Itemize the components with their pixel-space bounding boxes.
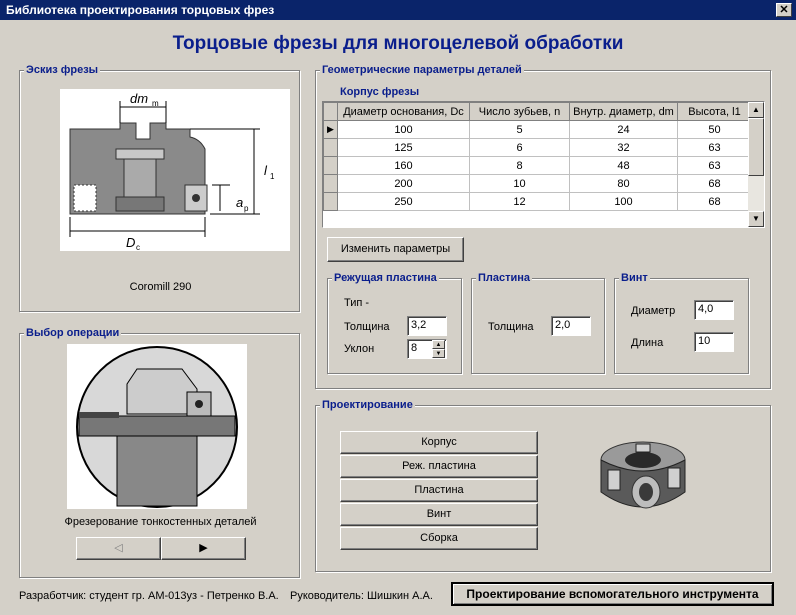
table-cell[interactable]: 32 xyxy=(570,139,678,157)
plate-thickness-field[interactable]: 2,0 xyxy=(551,316,591,336)
row-indicator xyxy=(324,157,338,175)
screw-title: Винт xyxy=(621,272,648,284)
operation-group-title: Выбор операции xyxy=(26,327,120,339)
design-body-button[interactable]: Корпус xyxy=(340,431,538,454)
plate-type-label: Тип - xyxy=(344,297,370,309)
geometry-group-title: Геометрические параметры деталей xyxy=(322,64,522,76)
table-cell[interactable]: 68 xyxy=(678,193,752,211)
scroll-up-arrow-icon[interactable]: ▲ xyxy=(748,102,764,118)
table-row[interactable] xyxy=(324,121,752,139)
operation-image xyxy=(67,344,247,509)
plate-group xyxy=(471,272,605,374)
l1-sub-label: 1 xyxy=(270,172,275,181)
cutting-thickness-label: Толщина xyxy=(344,321,390,333)
dm-sub-label: m xyxy=(152,99,159,108)
design-cutting-plate-button[interactable]: Реж. пластина xyxy=(340,455,538,478)
column-header[interactable]: Высота, l1 xyxy=(678,103,752,121)
screw-diameter-label: Диаметр xyxy=(631,305,676,317)
cutting-thickness-field[interactable]: 3,2 xyxy=(407,316,447,336)
developer-credit: Разработчик: студент гр. АМ-013уз - Петренко В.А. xyxy=(19,590,279,602)
table-cell[interactable]: 6 xyxy=(470,139,570,157)
sketch-caption: Coromill 290 xyxy=(129,281,192,293)
column-header[interactable]: Внутр. диаметр, dm xyxy=(570,103,678,121)
table-cell[interactable]: 50 xyxy=(678,121,752,139)
previous-operation-button[interactable]: ◁ xyxy=(76,537,161,560)
next-operation-button[interactable]: ▶ xyxy=(161,537,246,560)
table-cell[interactable]: 24 xyxy=(570,121,678,139)
dc-label: D xyxy=(126,235,136,250)
cutter-3d-image xyxy=(588,430,698,530)
slope-stepper-field[interactable]: 8 xyxy=(407,339,447,359)
current-row-indicator: ▶ xyxy=(324,121,338,139)
design-screw-button[interactable]: Винт xyxy=(340,503,538,526)
operation-group xyxy=(19,327,300,578)
design-assembly-button[interactable]: Сборка xyxy=(340,527,538,550)
column-header[interactable]: Число зубьев, n xyxy=(470,103,570,121)
table-cell[interactable]: 5 xyxy=(470,121,570,139)
table-cell[interactable]: 125 xyxy=(338,139,470,157)
table-cell[interactable]: 63 xyxy=(678,157,752,175)
grid-vertical-scrollbar[interactable] xyxy=(748,102,764,227)
row-indicator-header xyxy=(324,103,338,121)
table-cell[interactable]: 250 xyxy=(338,193,470,211)
table-cell[interactable]: 200 xyxy=(338,175,470,193)
column-header[interactable]: Диаметр основания, Dc xyxy=(338,103,470,121)
table-cell[interactable]: 68 xyxy=(678,175,752,193)
cutting-plate-group xyxy=(327,272,462,374)
screw-length-label: Длина xyxy=(631,337,664,349)
stepper-down-icon[interactable]: ▼ xyxy=(432,349,445,358)
table-cell[interactable]: 10 xyxy=(470,175,570,193)
change-parameters-button[interactable]: Изменить параметры xyxy=(327,237,464,262)
window-titlebar xyxy=(0,0,796,20)
table-cell[interactable]: 63 xyxy=(678,139,752,157)
window-title: Библиотека проектирования торцовых фрез xyxy=(6,3,275,17)
close-button[interactable]: ✕ xyxy=(776,3,792,17)
screw-diameter-field[interactable]: 4,0 xyxy=(694,300,734,320)
screw-length-field[interactable]: 10 xyxy=(694,332,734,352)
sketch-group-title: Эскиз фрезы xyxy=(26,64,99,76)
plate-title: Пластина xyxy=(478,272,531,284)
design-group-title: Проектирование xyxy=(322,399,413,411)
row-indicator xyxy=(324,193,338,211)
table-row[interactable] xyxy=(324,157,752,175)
design-plate-button[interactable]: Пластина xyxy=(340,479,538,502)
table-cell[interactable]: 48 xyxy=(570,157,678,175)
table-cell[interactable]: 160 xyxy=(338,157,470,175)
ap-sub-label: p xyxy=(244,204,249,213)
body-subtitle: Корпус фрезы xyxy=(340,86,420,98)
stepper-up-icon[interactable]: ▲ xyxy=(432,340,445,349)
scroll-down-arrow-icon[interactable]: ▼ xyxy=(748,211,764,227)
row-indicator xyxy=(324,139,338,157)
cutter-sketch-image xyxy=(60,89,290,251)
sketch-group xyxy=(19,64,300,312)
operation-caption: Фрезерование тонкостенных деталей xyxy=(64,516,257,528)
table-row[interactable] xyxy=(324,175,752,193)
row-indicator xyxy=(324,175,338,193)
table-cell[interactable]: 80 xyxy=(570,175,678,193)
table-cell[interactable]: 100 xyxy=(338,121,470,139)
plate-thickness-label: Толщина xyxy=(488,321,534,333)
table-cell[interactable]: 8 xyxy=(470,157,570,175)
ap-label: a xyxy=(236,195,244,210)
slope-stepper[interactable] xyxy=(432,340,445,358)
slope-label: Уклон xyxy=(344,343,375,355)
scroll-thumb[interactable] xyxy=(748,118,764,176)
page-title: Торцовые фрезы для многоцелевой обработки xyxy=(172,33,624,54)
cutting-plate-title: Режущая пластина xyxy=(334,272,437,284)
l1-label: l xyxy=(264,163,267,178)
table-row[interactable] xyxy=(324,193,752,211)
table-row[interactable] xyxy=(324,139,752,157)
dc-sub-label: c xyxy=(136,243,140,251)
dm-label: dm xyxy=(130,91,149,106)
screw-group xyxy=(614,272,749,374)
body-parameters-grid[interactable] xyxy=(322,101,765,228)
supervisor-credit: Руководитель: Шишкин А.А. xyxy=(290,590,433,602)
table-cell[interactable]: 100 xyxy=(570,193,678,211)
auxiliary-tool-design-button[interactable]: Проектирование вспомогательного инструмента xyxy=(451,582,774,606)
table-cell[interactable]: 12 xyxy=(470,193,570,211)
